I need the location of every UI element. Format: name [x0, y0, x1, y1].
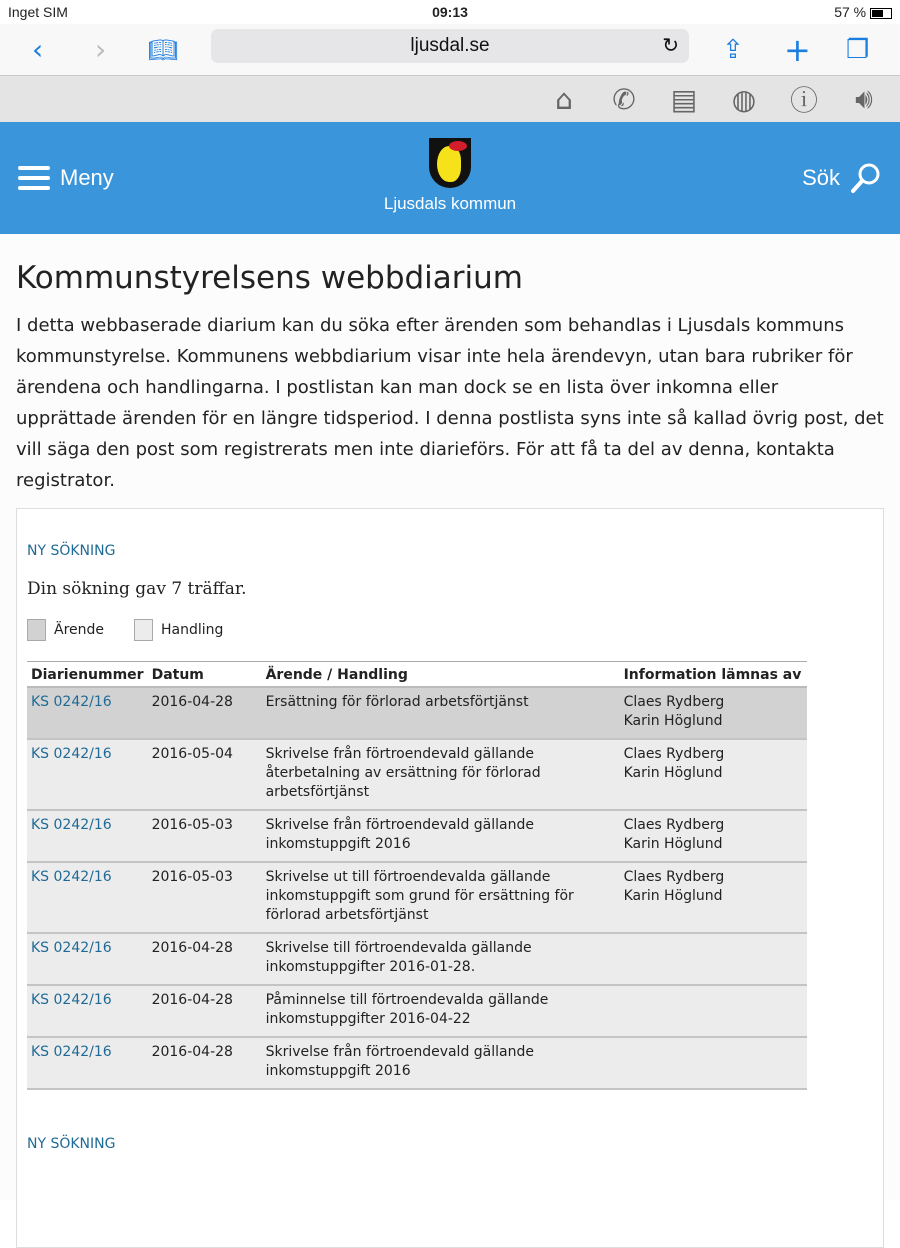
results-table: [27, 661, 807, 1090]
table-row: [27, 687, 807, 739]
case-number-link[interactable]: KS 0242/16: [31, 1044, 112, 1060]
page-title: Kommunstyrelsens webbdiarium: [16, 260, 523, 296]
accessibility-toolbar: [0, 76, 900, 122]
col-arende: Ärende / Handling: [262, 662, 620, 688]
case-number-link[interactable]: KS 0242/16: [31, 817, 112, 833]
new-search-link-bottom[interactable]: NY SÖKNING: [27, 1136, 116, 1152]
case-title: Skrivelse från förtroendevald gällande inkomstuppgift 2016: [262, 1037, 620, 1089]
e-service-icon[interactable]: ▤: [670, 82, 698, 116]
contact: Claes Rydberg Karin Höglund: [620, 687, 807, 739]
bookmarks-icon[interactable]: 📖︎: [148, 35, 179, 64]
contact: [620, 985, 807, 1037]
site-logo[interactable]: Ljusdals kommun: [0, 138, 900, 214]
legend-arende: Ärende: [27, 619, 104, 641]
address-bar[interactable]: ljusdal.se ↻: [211, 29, 689, 63]
date: 2016-04-28: [148, 687, 262, 739]
contact: [620, 933, 807, 985]
contact: Claes Rydberg Karin Höglund: [620, 739, 807, 810]
case-title: Påminnelse till förtroendevalda gällande inkomstuppgifter 2016-04-22: [262, 985, 620, 1037]
alert-icon[interactable]: ⓘ: [789, 84, 818, 117]
phone-icon[interactable]: ✆: [612, 82, 636, 116]
new-search-link[interactable]: NY SÖKNING: [27, 543, 116, 559]
table-row: [27, 810, 807, 862]
share-icon[interactable]: ⇪: [722, 34, 744, 65]
home-icon[interactable]: ⌂: [555, 82, 573, 116]
date: 2016-04-28: [148, 933, 262, 985]
case-number-link[interactable]: KS 0242/16: [31, 992, 112, 1008]
case-title: Skrivelse ut till förtroendevalda gällande inkomstuppgift som grund för ersättning för förlorad arbetsförtjänst: [262, 862, 620, 933]
date: 2016-04-28: [148, 985, 262, 1037]
case-number-link[interactable]: KS 0242/16: [31, 694, 112, 710]
table-row: [27, 862, 807, 933]
legend-handling: Handling: [134, 619, 223, 641]
date: 2016-04-28: [148, 1037, 262, 1089]
intro-text: I detta webbaserade diarium kan du söka efter ärenden som behandlas i Ljusdals kommuns kommunstyrelse. Kommunens webbdiarium visar inte hela ärendevyn, utan bara rubriker för ärendena och handlingarna. I postlistan kan man dock se en lista över inkomna eller upprättade ärenden för en längre tidsperiod. I denna postlista syns inte så kallad övrig post, det vill säga den post som registrerats men inte diarieförs. För att få ta del av denna, kontakta registrator.: [16, 315, 884, 491]
result-summary: Din sökning gav 7 träffar.: [27, 579, 247, 599]
battery-icon: [870, 8, 892, 19]
globe-icon[interactable]: ◍: [731, 82, 757, 116]
case-title: Skrivelse till förtroendevalda gällande inkomstuppgifter 2016-01-28.: [262, 933, 620, 985]
results-panel: [16, 508, 884, 1248]
case-number-link[interactable]: KS 0242/16: [31, 746, 112, 762]
battery: 57 %: [834, 4, 892, 20]
coat-of-arms-icon: [429, 138, 471, 188]
contact: [620, 1037, 807, 1089]
reload-icon[interactable]: ↻: [662, 35, 679, 57]
case-title: Skrivelse från förtroendevald gällande inkomstuppgift 2016: [262, 810, 620, 862]
case-title: Skrivelse från förtroendevald gällande återbetalning av ersättning för förlorad arbetsförtjänst: [262, 739, 620, 810]
table-row: [27, 1037, 807, 1089]
table-row: [27, 739, 807, 810]
case-title: Ersättning för förlorad arbetsförtjänst: [262, 687, 620, 739]
back-icon[interactable]: ‹: [32, 33, 44, 66]
contact: Claes Rydberg Karin Höglund: [620, 862, 807, 933]
tabs-icon[interactable]: ❐: [846, 34, 870, 65]
date: 2016-05-03: [148, 810, 262, 862]
col-diarienummer: Diarienummer: [27, 662, 148, 688]
search-button[interactable]: Sök: [802, 162, 882, 194]
search-icon: [850, 162, 882, 194]
carrier: Inget SIM: [8, 4, 68, 20]
col-information: Information lämnas av: [620, 662, 807, 688]
date: 2016-05-04: [148, 739, 262, 810]
site-header: [0, 122, 900, 234]
contact: Claes Rydberg Karin Höglund: [620, 810, 807, 862]
main-content: [0, 234, 900, 1200]
table-row: [27, 985, 807, 1037]
new-tab-icon[interactable]: +: [784, 30, 811, 69]
status-bar: [0, 0, 900, 24]
case-number-link[interactable]: KS 0242/16: [31, 940, 112, 956]
menu-button[interactable]: Meny: [18, 160, 114, 196]
col-datum: Datum: [148, 662, 262, 688]
browser-toolbar: [0, 24, 900, 76]
table-row: [27, 933, 807, 985]
speaker-icon[interactable]: 🔊︎: [855, 82, 873, 115]
forward-icon[interactable]: ›: [95, 33, 107, 66]
date: 2016-05-03: [148, 862, 262, 933]
clock: 09:13: [432, 4, 468, 20]
legend: [27, 619, 873, 641]
case-number-link[interactable]: KS 0242/16: [31, 869, 112, 885]
